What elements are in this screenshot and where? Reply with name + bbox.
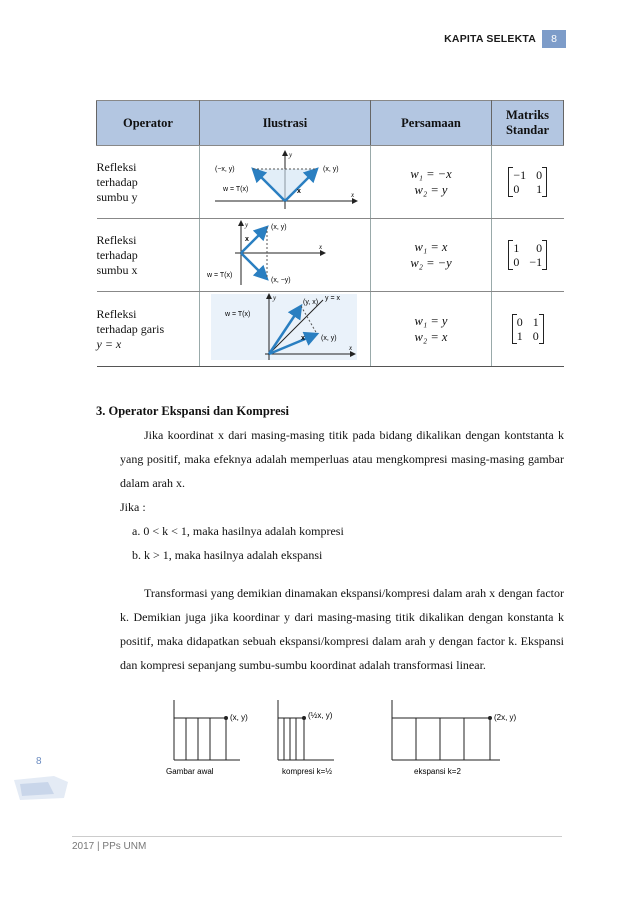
col-matrix: Matriks Standar (492, 101, 564, 146)
point-label: (x, y) (323, 166, 339, 173)
illustration-cell (200, 219, 371, 292)
point-label: (y, x) (303, 299, 319, 306)
matrix-entry: 1 (532, 315, 539, 329)
matrix-entry: −1 (513, 168, 527, 182)
w-label: w = T(x) (223, 186, 249, 193)
header-page-number: 8 (542, 30, 566, 48)
paragraph: Transformasi yang demikian dinamakan ekspansi/kompresi dalam arah x dengan factor k. Demikian juga jika koordinar y dari masing-masing titik dikalikan dengan konstanta k positif, maka didapatkan sebuah ekspansi/kompresi dalam arah y dengan factor k. Ekspansi dan kompresi sepanjang sumbu-sumbu koordinat adalah transformasi linear. (120, 586, 564, 672)
matrix (508, 167, 547, 197)
col-equation: Persamaan (371, 101, 492, 146)
list-item-b: b. k > 1, maka hasilnya adalah ekspansi (132, 548, 323, 562)
matrix-cell (492, 292, 564, 367)
figure-caption: ekspansi k=2 (414, 767, 461, 776)
line-label: y = x (325, 295, 340, 302)
axis-label: x (319, 243, 323, 251)
axis-label: y (245, 221, 249, 229)
operator-cell (97, 292, 200, 367)
reflection-x-illustration (205, 219, 365, 287)
section-title: 3. Operator Ekspansi dan Kompresi (96, 404, 289, 418)
vector-label: x (245, 236, 249, 243)
figure-compression (278, 700, 334, 776)
matrix-entry: 0 (516, 315, 523, 329)
figure-expansion (392, 700, 517, 776)
side-decoration (14, 776, 68, 800)
equation-line: w₂ = y (414, 183, 448, 197)
col-illustration: Ilustrasi (200, 101, 371, 146)
operator-cell (97, 219, 200, 292)
matrix-entry: 1 (513, 241, 520, 255)
operator-table (96, 100, 564, 367)
equation-line: w₁ = x (414, 240, 448, 254)
matrix-entry: 0 (536, 168, 543, 182)
matrix-cell (492, 146, 564, 219)
illustration-cell (200, 146, 371, 219)
table-row (97, 292, 564, 367)
point-label: (x, y) (230, 713, 248, 722)
operator-line: sumbu y (96, 189, 138, 204)
reflection-y-illustration (205, 147, 365, 213)
w-label: w = T(x) (207, 272, 233, 279)
matrix-entry: 0 (536, 241, 543, 255)
matrix-entry: 0 (513, 182, 520, 196)
table-row (97, 219, 564, 292)
figure-caption: kompresi k=½ (282, 767, 333, 776)
matrix-cell (492, 219, 564, 292)
point-label: (2x, y) (494, 713, 517, 722)
operator-line: Refleksi (96, 159, 137, 174)
page-header (444, 30, 566, 48)
operator-line: terhadap garis (96, 321, 165, 336)
paragraph: Jika koordinat x dari masing-masing titik pada bidang dikalikan dengan kontstanta k yang positif, maka efeknya adalah memperluas atau mengkompresi masing-masing gambar dalam arah x. (120, 428, 564, 490)
table-row (97, 146, 564, 219)
col-operator: Operator (97, 101, 200, 146)
illustration-cell (200, 292, 371, 367)
vector-label: x (301, 335, 305, 342)
operator-line: terhadap (96, 174, 138, 189)
list-item-a: a. 0 < k < 1, maka hasilnya adalah kompresi (132, 524, 344, 538)
reflection-yx-illustration (205, 292, 365, 362)
axis-label: y (273, 294, 277, 302)
equation-line: w₁ = −x (410, 167, 452, 181)
operator-line: sumbu x (96, 262, 138, 277)
expansion-compression-figure (150, 696, 550, 786)
point-label: (½x, y) (308, 711, 333, 720)
operator-line: Refleksi (96, 306, 137, 321)
matrix (508, 240, 547, 270)
point-label: (x, −y) (271, 277, 291, 284)
equation-line: w₁ = y (414, 314, 448, 328)
point-label: (x, y) (321, 335, 337, 342)
equation-line: w₂ = x (414, 330, 448, 344)
jika-label: Jika : (120, 500, 146, 514)
equation-cell (371, 219, 492, 292)
matrix-entry: 1 (516, 329, 523, 343)
section-expansion-compression (96, 404, 564, 677)
matrix-entry: 0 (532, 329, 539, 343)
w-label: w = T(x) (225, 311, 251, 318)
axis-label: y (289, 151, 293, 159)
header-title: KAPITA SELEKTA (444, 33, 536, 45)
page-footer: 2017 | PPs UNM (72, 836, 562, 852)
vector-label: x (297, 188, 301, 195)
operator-line: Refleksi (96, 232, 137, 247)
equation-cell (371, 292, 492, 367)
axis-label: x (349, 344, 353, 352)
operator-line: y = x (96, 336, 122, 351)
matrix-entry: 0 (513, 255, 520, 269)
axis-label: x (351, 191, 355, 199)
side-page-number: 8 (36, 756, 42, 767)
operator-cell (97, 146, 200, 219)
point-label: (−x, y) (215, 166, 235, 173)
matrix-entry: −1 (529, 255, 543, 269)
point-label: (x, y) (271, 224, 287, 231)
figure-original (166, 700, 248, 776)
matrix-entry: 1 (536, 182, 543, 196)
equation-line: w₂ = −y (410, 256, 452, 270)
matrix (512, 314, 544, 344)
equation-cell (371, 146, 492, 219)
figure-caption: Gambar awal (166, 767, 214, 776)
operator-line: terhadap (96, 247, 138, 262)
